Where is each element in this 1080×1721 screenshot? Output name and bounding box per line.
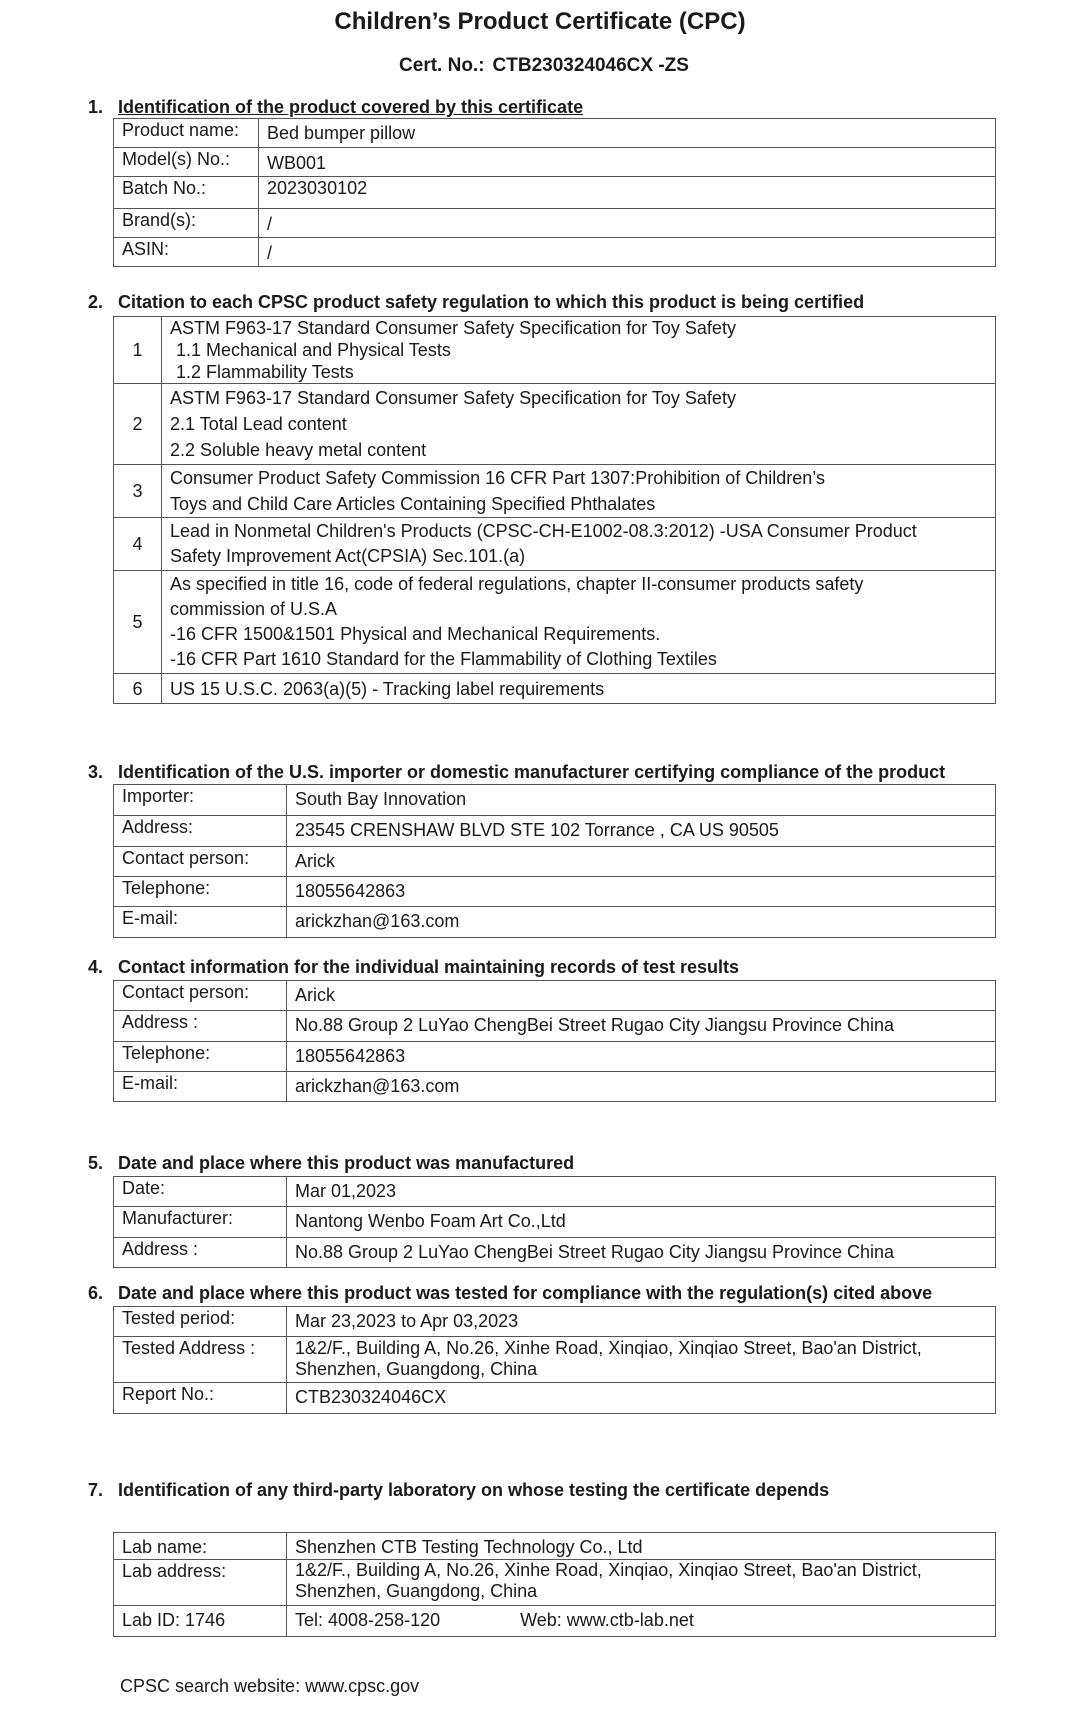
- section-1-heading: 1. Identification of the product covered by this certificate: [88, 97, 584, 117]
- section-2-heading: 2. Citation to each CPSC product safety regulation to which this product is being certified: [88, 292, 865, 312]
- cpsc-search-website: CPSC search website: www.cpsc.gov: [120, 1676, 420, 1696]
- lab-telephone: Tel: 4008-258-120: [295, 1610, 441, 1630]
- table-row: E-mail: arickzhan@163.com: [114, 1072, 996, 1102]
- laboratory-table: [113, 1532, 996, 1637]
- table-row: Address: 23545 CRENSHAW BLVD STE 102 Torrance , CA US 90505: [114, 816, 996, 847]
- testing-table: [113, 1306, 996, 1414]
- section-7-heading: 7. Identification of any third-party laboratory on whose testing the certificate depends: [88, 1480, 830, 1500]
- section-3-heading: 3. Identification of the U.S. importer or domestic manufacturer certifying compliance of the product: [88, 762, 946, 782]
- importer-table: [113, 784, 996, 938]
- table-row: Tested period: Mar 23,2023 to Apr 03,2023: [114, 1307, 996, 1337]
- table-row: 5 As specified in title 16, code of federal regulations, chapter II-consumer products safety commission of U.S.A -16 CFR 1500&1501 Physical and Mechanical Requirements. -16 CFR Part 1610 Standard for the Flammability of Clothing Textiles: [114, 571, 996, 674]
- table-row: Report No.: CTB230324046CX: [114, 1383, 996, 1414]
- table-row: Lab ID: 1746 Tel: 4008-258-120 Web: www.ctb-lab.net: [114, 1606, 996, 1637]
- manufacture-table: [113, 1176, 996, 1268]
- table-row: Date: Mar 01,2023: [114, 1177, 996, 1207]
- table-row: Telephone: 18055642863: [114, 877, 996, 907]
- certificate-title: Children’s Product Certificate (CPC): [334, 8, 746, 35]
- section-4-heading: 4. Contact information for the individual maintaining records of test results: [88, 957, 740, 977]
- table-row: 4 Lead in Nonmetal Children's Products (CPSC-CH-E1002-08.3:2012) -USA Consumer Product Safety Improvement Act(CPSIA) Sec.101.(a): [114, 518, 996, 571]
- lab-website: Web: www.ctb-lab.net: [520, 1610, 694, 1630]
- table-row: Lab address: 1&2/F., Building A, No.26, Xinhe Road, Xinqiao, Xinqiao Street, Bao'an District, Shenzhen, Guangdong, China: [114, 1560, 996, 1606]
- table-row: Lab name: Shenzhen CTB Testing Technology Co., Ltd: [114, 1533, 996, 1560]
- table-row: 1 ASTM F963-17 Standard Consumer Safety Specification for Toy Safety 1.1 Mechanical and Physical Tests 1.2 Flammability Tests: [114, 317, 996, 384]
- table-row: Contact person: Arick: [114, 847, 996, 877]
- section-6-heading: 6. Date and place where this product was tested for compliance with the regulation(s) cited above: [88, 1283, 933, 1303]
- table-row: 2 ASTM F963-17 Standard Consumer Safety Specification for Toy Safety 2.1 Total Lead content 2.2 Soluble heavy metal content: [114, 384, 996, 465]
- table-row: Model(s) No.: WB001: [114, 148, 996, 177]
- cert-number-label: Cert. No.:: [399, 55, 485, 76]
- section-5-heading: 5. Date and place where this product was manufactured: [88, 1153, 575, 1173]
- table-row: 6 US 15 U.S.C. 2063(a)(5) - Tracking label requirements: [114, 674, 996, 704]
- table-row: Address : No.88 Group 2 LuYao ChengBei Street Rugao City Jiangsu Province China: [114, 1238, 996, 1268]
- records-contact-table: [113, 980, 996, 1102]
- cert-number-value: CTB230324046CX -ZS: [492, 55, 689, 76]
- table-row: E-mail: arickzhan@163.com: [114, 907, 996, 938]
- product-table: [113, 118, 996, 267]
- table-row: Brand(s): /: [114, 209, 996, 238]
- table-row: Telephone: 18055642863: [114, 1042, 996, 1072]
- table-row: Product name: Bed bumper pillow: [114, 119, 996, 148]
- table-row: Address : No.88 Group 2 LuYao ChengBei Street Rugao City Jiangsu Province China: [114, 1011, 996, 1042]
- table-row: 3 Consumer Product Safety Commission 16 CFR Part 1307:Prohibition of Children’s Toys and Child Care Articles Containing Specified Phthalates: [114, 465, 996, 518]
- table-row: ASIN: /: [114, 238, 996, 267]
- table-row: Importer: South Bay Innovation: [114, 785, 996, 816]
- table-row: Contact person: Arick: [114, 981, 996, 1011]
- table-row: Batch No.: 2023030102: [114, 177, 996, 209]
- cert-number: [0, 55, 1080, 77]
- table-row: Manufacturer: Nantong Wenbo Foam Art Co.,Ltd: [114, 1207, 996, 1238]
- regulation-table: [113, 316, 996, 704]
- table-row: Tested Address : 1&2/F., Building A, No.26, Xinhe Road, Xinqiao, Xinqiao Street, Bao'an District, Shenzhen, Guangdong, China: [114, 1337, 996, 1383]
